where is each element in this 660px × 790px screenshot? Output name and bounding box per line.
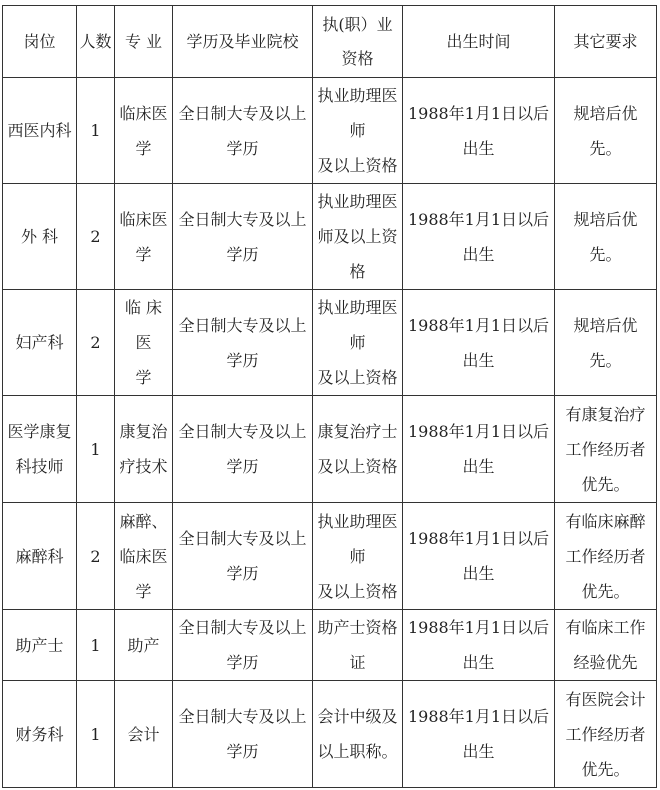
cell-education: 全日制大专及以上 学历: [173, 396, 313, 503]
header-row: [3, 6, 657, 78]
header-education: 学历及毕业院校: [173, 6, 313, 78]
header-other: 其它要求: [555, 6, 657, 78]
table-row: [3, 78, 657, 184]
cell-other: 有医院会计 工作经历者 优先。: [555, 681, 657, 788]
cell-birth: 1988年1月1日以后 出生: [403, 610, 555, 681]
cell-qualification: 执业助理医 师及以上资 格: [313, 184, 403, 290]
cell-other: 有临床工作 经验优先: [555, 610, 657, 681]
cell-count: 2: [77, 184, 115, 290]
cell-count: 1: [77, 396, 115, 503]
table-row: [3, 184, 657, 290]
table-row: [3, 681, 657, 788]
cell-major: 麻醉、 临床医 学: [115, 503, 173, 610]
cell-education: 全日制大专及以上 学历: [173, 681, 313, 788]
header-position: 岗位: [3, 6, 77, 78]
cell-birth: 1988年1月1日以后 出生: [403, 290, 555, 396]
cell-count: 1: [77, 78, 115, 184]
cell-major: 临床医 学: [115, 78, 173, 184]
recruitment-table: [2, 5, 657, 788]
cell-major: 助产: [115, 610, 173, 681]
header-count: 人数: [77, 6, 115, 78]
cell-count: 1: [77, 610, 115, 681]
cell-count: 2: [77, 290, 115, 396]
cell-other: 有临床麻醉 工作经历者 优先。: [555, 503, 657, 610]
cell-birth: 1988年1月1日以后 出生: [403, 184, 555, 290]
cell-birth: 1988年1月1日以后 出生: [403, 396, 555, 503]
cell-qualification: 执业助理医 师 及以上资格: [313, 503, 403, 610]
cell-other: 规培后优 先。: [555, 290, 657, 396]
cell-major: 康复治 疗技术: [115, 396, 173, 503]
cell-other: 规培后优 先。: [555, 184, 657, 290]
cell-qualification: 康复治疗士 及以上资格: [313, 396, 403, 503]
cell-position: 外 科: [3, 184, 77, 290]
cell-position: 助产士: [3, 610, 77, 681]
cell-qualification: 会计中级及 以上职称。: [313, 681, 403, 788]
table-row: [3, 290, 657, 396]
table-row: [3, 610, 657, 681]
cell-major: 临 床 医 学: [115, 290, 173, 396]
cell-count: 2: [77, 503, 115, 610]
cell-education: 全日制大专及以上 学历: [173, 610, 313, 681]
cell-qualification: 助产士资格 证: [313, 610, 403, 681]
cell-qualification: 执业助理医 师 及以上资格: [313, 78, 403, 184]
cell-position: 医学康复 科技师: [3, 396, 77, 503]
cell-position: 西医内科: [3, 78, 77, 184]
cell-birth: 1988年1月1日以后 出生: [403, 78, 555, 184]
cell-education: 全日制大专及以上 学历: [173, 290, 313, 396]
cell-birth: 1988年1月1日以后 出生: [403, 681, 555, 788]
cell-major: 会计: [115, 681, 173, 788]
cell-qualification: 执业助理医 师 及以上资格: [313, 290, 403, 396]
table-row: [3, 503, 657, 610]
cell-education: 全日制大专及以上 学历: [173, 78, 313, 184]
cell-education: 全日制大专及以上 学历: [173, 184, 313, 290]
cell-other: 有康复治疗 工作经历者 优先。: [555, 396, 657, 503]
header-qualification: 执(职）业 资格: [313, 6, 403, 78]
table-row: [3, 396, 657, 503]
header-birth: 出生时间: [403, 6, 555, 78]
cell-education: 全日制大专及以上 学历: [173, 503, 313, 610]
cell-birth: 1988年1月1日以后 出生: [403, 503, 555, 610]
cell-major: 临床医 学: [115, 184, 173, 290]
cell-other: 规培后优 先。: [555, 78, 657, 184]
header-major: 专 业: [115, 6, 173, 78]
cell-position: 妇产科: [3, 290, 77, 396]
cell-position: 财务科: [3, 681, 77, 788]
cell-position: 麻醉科: [3, 503, 77, 610]
cell-count: 1: [77, 681, 115, 788]
